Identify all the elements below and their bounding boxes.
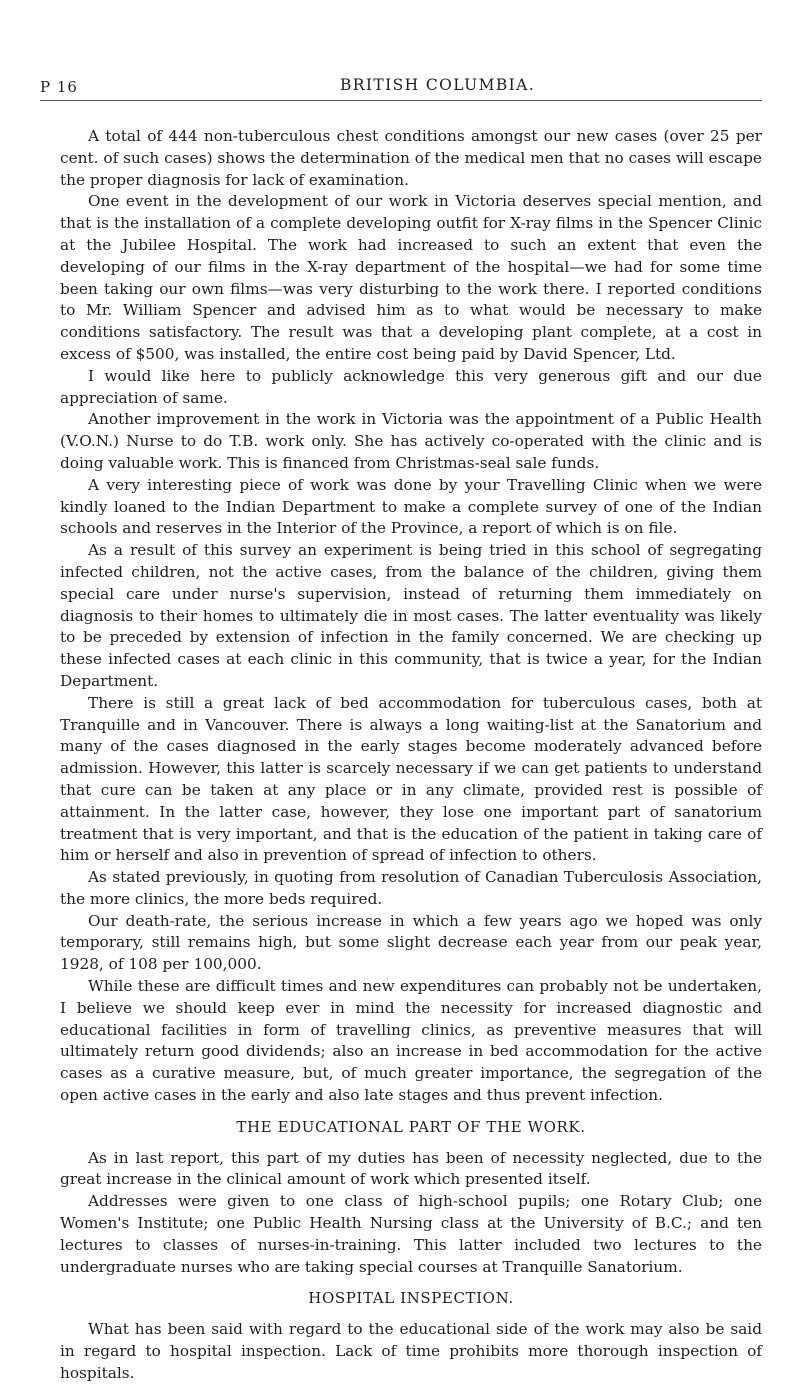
body-paragraph: Addresses were given to one class of high-school pupils; one Rotary Club; one Women's Institute; one Public Health Nursing class at the University of B.C.; and ten lectures to classes of nurses-in-training. This latter included two lectures to the undergraduate nurses who are taking special courses at Tranquille Sanatorium. <box>60 1192 762 1276</box>
body-paragraph: A very interesting piece of work was done by your Travelling Clinic when we were kindly loaned to the Indian Department to make a complete survey of one of the Indian schools and reserves in the Interior of the Province, a report of which is on file. <box>60 475 762 538</box>
body-paragraph: As in last report, this part of my duties has been of necessity neglected, due to the great increase in the clinical amount of work which presented itself. <box>60 1148 762 1189</box>
page-header <box>40 72 762 102</box>
section-heading-hospital-inspection: HOSPITAL INSPECTION. <box>308 1289 514 1308</box>
section-heading-educational: THE EDUCATIONAL PART OF THE WORK. <box>236 1117 586 1136</box>
body-paragraph: Another improvement in the work in Victoria was the appointment of a Public Health (V.O.N.) Nurse to do T.B. work only. She has actively co-operated with the clinic and is doing valuable work. This is financed from Christmas-seal sale funds. <box>60 410 762 472</box>
body-paragraph: I would like here to publicly acknowledge this very generous gift and our due appreciation of same. <box>60 366 762 407</box>
body-paragraph: One event in the development of our work in Victoria deserves special mention, and that is the installation of a complete developing outfit for X-ray films in the Spencer Clinic at the Jubilee Hospital. The work had increased to such an extent that even the developing of our films in the X-ray department of the hospital—we had for some time been taking our own films—was very disturbing to the work there. I reported conditions to Mr. William Spencer and advised him as to what would be necessary to make conditions satisfactory. The result was that a developing plant complete, at a cost in excess of $500, was installed, the entire cost being paid by David Spencer, Ltd. <box>60 192 762 363</box>
body-paragraph: A total of 444 non-tuberculous chest conditions amongst our new cases (over 25 per cent. of such cases) shows the determination of the medical men that no cases will escape the proper diagnosis for lack of examination. <box>60 127 762 189</box>
body-paragraph: Our death-rate, the serious increase in which a few years ago we hoped was only temporary, still remains high, but some slight decrease each year from our peak year, 1928, of 108 per 100,000. <box>60 911 762 974</box>
header-rule <box>40 100 762 101</box>
body-paragraph: While these are difficult times and new expenditures can probably not be undertaken, I believe we should keep ever in mind the necessity for increased diagnostic and educational facilities in form of travelling clinics, as preventive measures that will ultimately return good dividends; also an increase in bed accommodation for the active cases as a curative measure, but, of much greater importance, the segregation of the open active cases in the early and also late stages and thus prevent infection. <box>60 977 762 1105</box>
body-paragraph: What has been said with regard to the educational side of the work may also be said in regard to hospital inspection. Lack of time prohibits more thorough inspection of hospitals. <box>60 1320 762 1382</box>
running-title: BRITISH COLUMBIA. <box>340 76 536 94</box>
body-paragraph: There is still a great lack of bed accommodation for tuberculous cases, both at Tranquille and in Vancouver. There is always a long waiting-list at the Sanatorium and many of the cases diagnosed in the early stages become moderately advanced before admission. However, this latter is scarcely necessary if we can get patients to understand that cure can be taken at any place or in any climate, provided rest is possible of attainment. In the latter case, however, they lose one important part of sanatorium treatment that is very important, and that is the education of the patient in taking care of him or herself and also in prevention of spread of infection to others. <box>60 693 762 865</box>
body-paragraph: As stated previously, in quoting from resolution of Canadian Tuberculosis Association, the more clinics, the more beds required. <box>60 868 762 908</box>
document-body <box>60 126 762 1385</box>
page-number: P 16 <box>40 78 78 96</box>
body-paragraph: As a result of this survey an experiment is being tried in this school of segregating infected children, not the active cases, from the balance of the children, giving them special care under nurse's supervision, instead of returning them immediately on diagnosis to their homes to ultimately die in most cases. The latter eventuality was likely to be preceded by extension of infection in the family concerned. We are checking up these infected cases at each clinic in this community, that is twice a year, for the Indian Department. <box>60 541 762 690</box>
